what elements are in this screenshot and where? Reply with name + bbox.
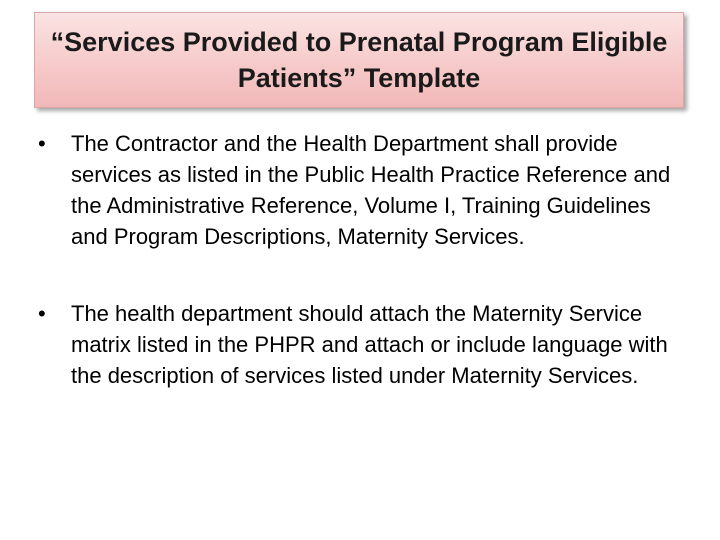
bullet-list (38, 128, 688, 391)
bullet-marker: • (38, 131, 46, 156)
title-box (34, 12, 684, 108)
bullet-item (38, 128, 688, 252)
bullet-text: The Contractor and the Health Department shall provide services as listed in the Public Health Practice Reference and the Administrative Reference, Volume I, Training Guidelines and Program Descriptions, Maternity Services. (71, 131, 671, 249)
bullet-marker: • (38, 301, 46, 326)
slide-title: “Services Provided to Prenatal Program Eligible Patients” Template (50, 27, 668, 93)
bullet-text: The health department should attach the Maternity Service matrix listed in the PHPR and attach or include language with the description of services listed under Maternity Services. (71, 301, 668, 388)
bullet-item (38, 298, 688, 391)
